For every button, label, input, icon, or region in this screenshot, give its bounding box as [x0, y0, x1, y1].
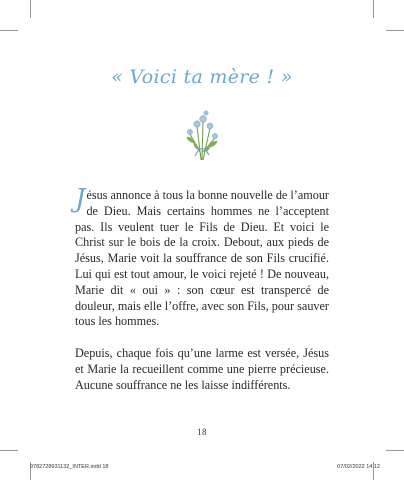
- flower-bouquet-icon: [177, 104, 227, 162]
- crop-mark: [0, 30, 18, 31]
- paragraph-2: Depuis, chaque fois qu’une larme est versée, Jésus et Marie la recueillent comme une pierre précieuse. Aucune souffrance ne les laisse indifférents.: [75, 346, 329, 392]
- page-title: « Voici ta mère ! »: [111, 66, 293, 88]
- slug-datetime: 07/02/2022 14:12: [337, 464, 380, 470]
- paragraph-1: [75, 184, 329, 330]
- paragraph-1-text: ésus annonce à tous la bonne nouvelle de l’amour de Dieu. Mais certains hommes ne l’acceptent pas. Ils veulent tuer le Fils de Dieu. Et voici le Christ sur le bois de la croix. Debout, aux pieds de Jésus, Marie voit la souffrance de son Fils crucifié. Lui qui est tout amour, le voici rejeté ! De nouveau, Marie dit « oui » : son cœur est transpercé de douleur, mais elle l’offre, avec son Fils, pour sauver tous les hommes.: [75, 188, 329, 329]
- crop-mark: [373, 0, 374, 18]
- drop-cap: J: [75, 184, 86, 214]
- crop-mark: [386, 30, 404, 31]
- page-number: 18: [197, 427, 207, 437]
- crop-mark: [386, 450, 404, 451]
- crop-mark: [0, 450, 18, 451]
- crop-mark: [30, 0, 31, 18]
- slug-file: 9782728931132_INTER.indd 18: [30, 464, 109, 470]
- body-text: [75, 184, 329, 394]
